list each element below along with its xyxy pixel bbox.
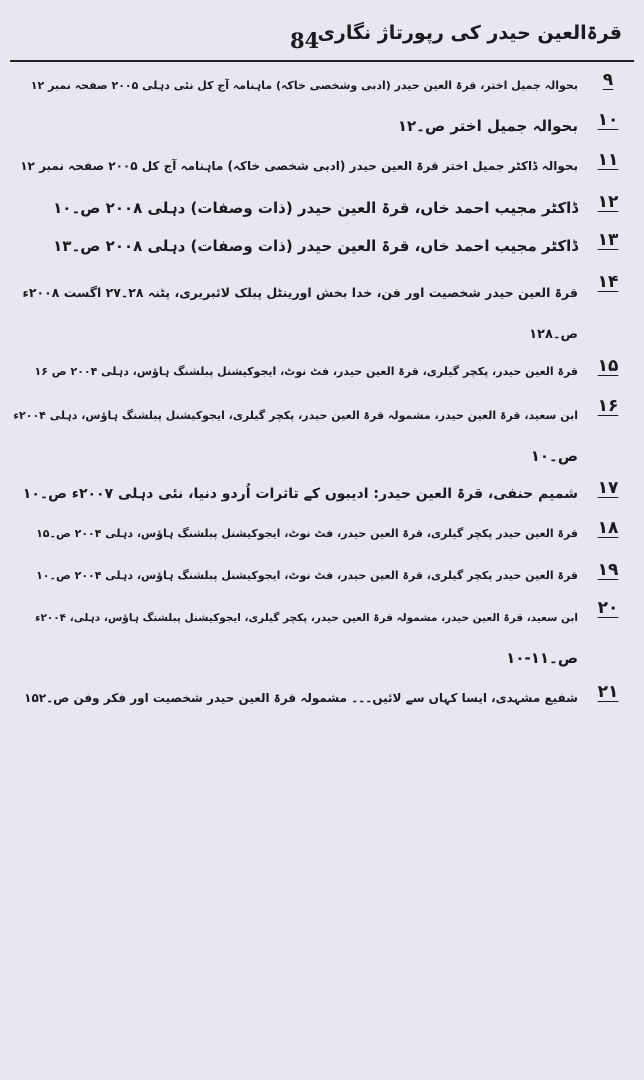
footnote-number: ۱۰: [597, 110, 619, 130]
footnote-number: ۲۰: [597, 598, 619, 618]
footnote-text: بحوالہ ڈاکٹر جمیل اختر قرۃ العین حیدر (ادبی شخصی خاکہ) ماہنامہ آج کل ۲۰۰۵ صفحہ نمبر ۱۲: [20, 159, 578, 173]
footnote-number: ۱۱: [597, 150, 619, 170]
footnote-text: قرۃ العین حیدر، پکچر گیلری، قرۃ العین حیدر، فٹ نوٹ، ایجوکیشنل پبلشنگ ہاؤس، دہلی ۲۰۰۴ ص ۱۶: [34, 365, 578, 378]
footnote-number: ۱۵: [597, 356, 619, 376]
footnote-number: ۱۴: [597, 272, 619, 292]
footnote-text: قرۃ العین حیدر پکچر گیلری، قرۃ العین حیدر، فٹ نوٹ، ایجوکیشنل پبلشنگ ہاؤس، دہلی ۲۰۰۴ ص۔۱۰: [36, 569, 578, 582]
footnote-number: ۱۸: [597, 518, 619, 538]
page-number: 84: [290, 28, 320, 53]
footnote-text-continued: ص۔۱۲۸: [529, 327, 578, 342]
footnote-text: قرۃ العین حیدر شخصیت اور فن، خدا بخش اورینٹل پبلک لائبریری، پٹنہ ۲۸۔۲۷ اگست ۲۰۰۸ء: [22, 285, 578, 300]
footnote-number: ۱۹: [597, 560, 619, 580]
footnote-13: [12, 230, 628, 262]
running-title: قرۃالعین حیدر کی رپورتاژ نگاری: [317, 22, 622, 44]
footnote-10: [12, 110, 628, 142]
footnote-text-continued: ص۔۱۰: [530, 447, 578, 465]
footnote-20: [12, 598, 628, 678]
footnote-text: شفیع مشہدی، ایسا کہاں سے لائیں۔۔۔ مشمولہ قرۃ العین حیدر شخصیت اور فکر وفن ص۔۱۵۲: [24, 691, 578, 705]
footnote-number: ۱۷: [597, 478, 619, 498]
footnote-19: [12, 560, 628, 592]
footnote-9: [12, 70, 628, 102]
footnote-18: [12, 518, 628, 550]
page-header: [0, 0, 644, 60]
footnote-number: ۱۳: [597, 230, 619, 250]
footnote-15: [12, 356, 628, 388]
footnote-number: ۹: [602, 70, 614, 90]
footnote-12: [12, 192, 628, 224]
footnote-text: ابن سعید، قرۃ العین حیدر، مشمولہ قرۃ العین حیدر، پکچر گیلری، ایجوکیشنل پبلشنگ ہاؤس، دہلی ۲۰۰۴ء: [13, 409, 578, 422]
footnote-text: شمیم حنفی، قرۃ العین حیدر: ادیبوں کے تاثرات اُردو دنیا، نئی دہلی ۲۰۰۷ء ص۔۱۰: [22, 486, 578, 502]
footnote-number: ۲۱: [597, 682, 619, 702]
footnote-16: [12, 396, 628, 476]
footnote-text: بحوالہ جمیل اختر، قرۃ العین حیدر (ادبی وشخصی خاکہ) ماہنامہ آج کل نئی دہلی ۲۰۰۵ صفحہ نمبر ۱۲: [30, 79, 578, 92]
footnote-number: ۱۶: [597, 396, 619, 416]
footnote-text: ڈاکٹر مجیب احمد خاں، قرۃ العین حیدر (ذات وصفات) دہلی ۲۰۰۸ ص۔۱۰: [53, 199, 578, 217]
footnote-text-continued: ص۔۱۱-۱۰: [506, 649, 578, 667]
footnote-text: ابن سعید، قرۃ العین حیدر، مشمولہ قرۃ العین حیدر، پکچر گیلری، ایجوکیشنل پبلشنگ ہاؤس، دہلی، ۲۰۰۴ء: [35, 612, 578, 624]
footnote-text: بحوالہ جمیل اختر ص۔۱۲: [397, 117, 578, 135]
footnote-17: [12, 478, 628, 510]
footnote-text: قرۃ العین حیدر پکچر گیلری، قرۃ العین حیدر، فٹ نوٹ، ایجوکیشنل پبلشنگ ہاؤس، دہلی ۲۰۰۴ ص۔۱۵: [36, 527, 578, 540]
header-rule: [10, 60, 634, 62]
footnote-11: [12, 150, 628, 182]
footnote-21: [12, 682, 628, 714]
footnote-14: [12, 272, 628, 356]
footnote-number: ۱۲: [597, 192, 619, 212]
footnote-text: ڈاکٹر مجیب احمد خاں، قرۃ العین حیدر (ذات وصفات) دہلی ۲۰۰۸ ص۔۱۳: [53, 237, 578, 255]
